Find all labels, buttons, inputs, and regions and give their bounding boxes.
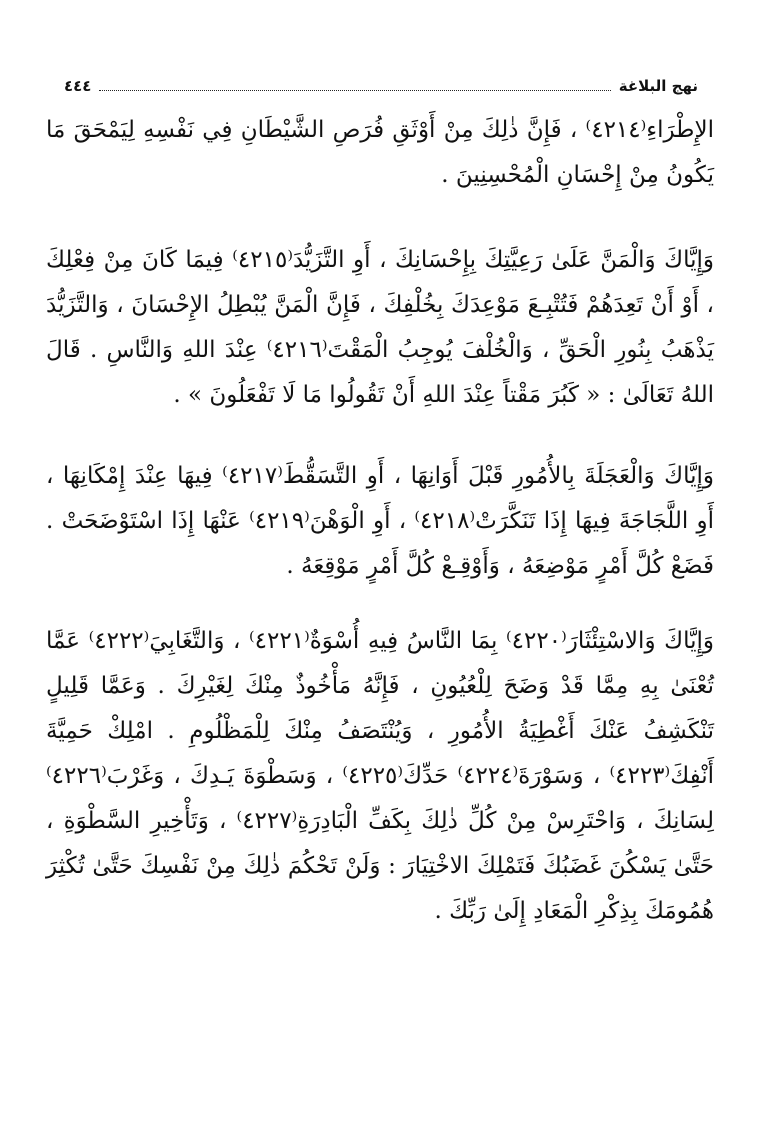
paragraph-3: وَإِيَّاكَ وَالْعَجَلَةَ بِالأُمُورِ قَبْلَ أَوَانِهَا ، أَوِ التَّسَقُّطَ⁽٤٢١٧⁾ فِيهَا عِنْدَ إِمْكَانِهَا ، أَوِ اللَّجَاجَةَ فِيهَا إِذَا تَنَكَّرَتْ⁽٤٢١٨⁾ ، أَوِ الْوَهْنَ⁽٤٢١٩⁾ عَنْهَا إِذَا اسْتَوْضَحَتْ . فَضَعْ كُلَّ أَمْرٍ مَوْضِعَهُ ، وَأَوْقِـعْ كُلَّ أَمْرٍ مَوْقِعَهُ . [46,463,714,579]
paragraph-2: وَإِيَّاكَ وَالْمَنَّ عَلَىٰ رَعِيَّتِكَ بِإِحْسَانِكَ ، أَوِ التَّزَيُّدَ⁽٤٢١٥⁾ فِيمَا كَانَ مِنْ فِعْلِكَ ، أَوْ أَنْ تَعِدَهُمْ فَتُتْبِـعَ مَوْعِدَكَ بِخُلْفِكَ ، فَإِنَّ الْمَنَّ يُبْطِلُ الإِحْسَانَ ، وَالتَّزَيُّدَ يَذْهَبُ بِنُورِ الْحَقِّ ، وَالْخُلْفَ يُوجِبُ الْمَقْتَ⁽٤٢١٦⁾ عِنْدَ اللهِ وَالنَّاسِ . قَالَ اللهُ تَعَالَىٰ : « كَبُرَ مَقْتاً عِنْدَ اللهِ أَنْ تَقُولُوا مَا لَا تَفْعَلُونَ » . [46,247,714,408]
header-dotted-leader [99,82,610,91]
body-text [46,108,714,934]
running-title: نهج البلاغة [618,77,698,95]
running-header [64,74,698,98]
page-number: ٤٤٤ [64,77,92,95]
paragraph-4: وَإِيَّاكَ وَالاسْتِئْثَارَ⁽٤٢٢٠⁾ بِمَا النَّاسُ فِيهِ أُسْوَةٌ⁽٤٢٢١⁾ ، وَالتَّغَابِيَ⁽٤٢٢٢⁾ عَمَّا تُعْنَىٰ بِهِ مِمَّا قَدْ وَضَحَ لِلْعُيُونِ ، فَإِنَّهُ مَأْخُوذٌ مِنْكَ لِغَيْرِكَ . وَعَمَّا قَلِيلٍ تَنْكَشِفُ عَنْكَ أَغْطِيَةُ الأُمُورِ ، وَيُنْتَصَفُ مِنْكَ لِلْمَظْلُومِ . امْلِكْ حَمِيَّةَ أَنْفِكَ⁽٤٢٢٣⁾ ، وَسَوْرَةَ⁽٤٢٢٤⁾ حَدِّكَ⁽٤٢٢٥⁾ ، وَسَطْوَةَ يَـدِكَ ، وَغَرْبَ⁽٤٢٢٦⁾ لِسَانِكَ ، وَاحْتَرِسْ مِنْ كُلِّ ذٰلِكَ بِكَفِّ الْبَادِرَةِ⁽٤٢٢٧⁾ ، وَتَأْخِيرِ السَّطْوَةِ ، حَتَّىٰ يَسْكُنَ غَضَبُكَ فَتَمْلِكَ الاخْتِيَارَ : وَلَنْ تَحْكُمَ ذٰلِكَ مِنْ نَفْسِكَ حَتَّىٰ تُكْثِرَ هُمُومَكَ بِذِكْرِ الْمَعَادِ إِلَىٰ رَبِّكَ . [46,628,715,924]
paragraph-1: الإِطْرَاءِ⁽٤٢١٤⁾ ، فَإِنَّ ذٰلِكَ مِنْ أَوْثَقِ فُرَصِ الشَّيْطَانِ فِي نَفْسِهِ لِيَمْحَقَ مَا يَكُونُ مِنْ إِحْسَانِ الْمُحْسِنِينَ . [46,117,714,188]
